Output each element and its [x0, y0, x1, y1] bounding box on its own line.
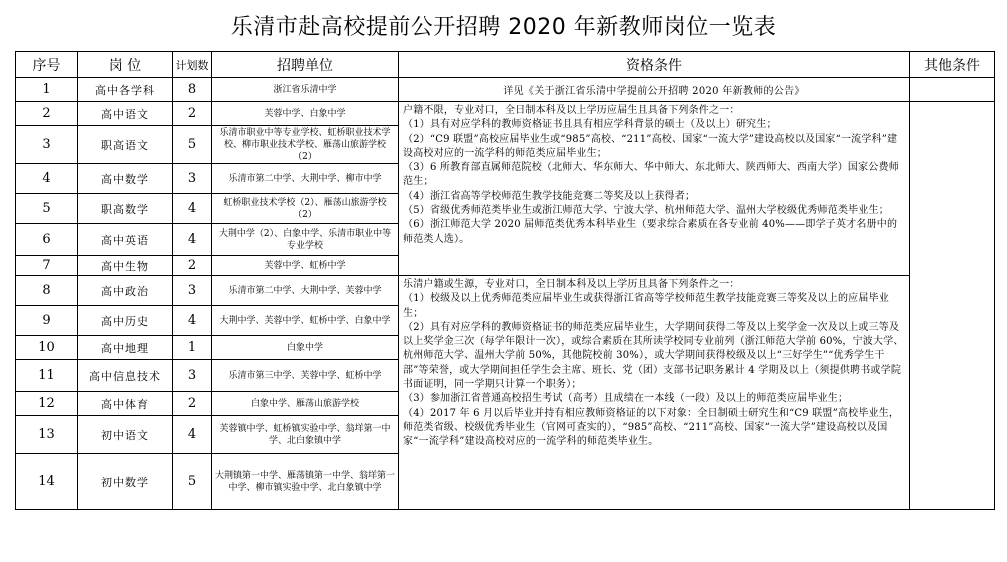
- row-seq: 3: [16, 126, 78, 164]
- row-seq: 4: [16, 164, 78, 194]
- row-unit: 乐清市第二中学、大荆中学、柳市中学: [212, 164, 399, 194]
- other-cell: [910, 102, 995, 510]
- row-seq: 11: [16, 360, 78, 392]
- qual-a-line: （1）具有对应学科的教师资格证书且具有相应学科背景的硕士（及以上）研究生；: [403, 119, 777, 131]
- row-position: 高中生物: [78, 256, 173, 276]
- header-seq: 序号: [16, 52, 78, 78]
- header-unit: 招聘单位: [212, 52, 399, 78]
- row-count: 4: [173, 306, 212, 336]
- qual-b-line: （4）2017 年 6 月以后毕业并持有相应教师资格证的以下对象：全日制硕士研究生和“C9 联盟”高校毕业生，师范类省级、校级优秀毕业生（官网可查实的），“985”高校、“211”高校、国家“一流大学”建设高校以及国家“一流学科”建设高校对应的一流学科的师范类毕业生。: [403, 407, 900, 448]
- qual-a-line: （5）省级优秀师范类毕业生或浙江师范大学、宁波大学、杭州师范大学、温州大学校级优秀师范类毕业生；: [403, 205, 889, 217]
- qual-b-line: （1）校级及以上优秀师范类应届毕业生或获得浙江省高等学校师范生教学技能竞赛三等奖及以上的应届毕业生；: [403, 293, 889, 319]
- row-position: 初中数学: [78, 454, 173, 510]
- row-unit: 虹桥职业技术学校（2）、雁荡山旅游学校（2）: [212, 194, 399, 224]
- qual-a-line: （2）“C9 联盟”高校应届毕业生或“985”高校、“211”高校、国家“一流大学”建设高校以及国家“一流学科”建设高校对应的一流学科的师范类应届毕业生；: [403, 133, 898, 159]
- row-unit: 大荆镇第一中学、雁荡镇第一中学、翁垟第一中学、柳市镇实验中学、北白象镇中学: [212, 454, 399, 510]
- row-count: 4: [173, 416, 212, 454]
- row-count: 2: [173, 256, 212, 276]
- row-position: 初中语文: [78, 416, 173, 454]
- row-unit: 白象中学、雁荡山旅游学校: [212, 392, 399, 416]
- row-seq: 9: [16, 306, 78, 336]
- qual-block-a: [399, 102, 910, 276]
- recruitment-table: [15, 51, 995, 510]
- row-unit: 芙蓉镇中学、虹桥镇实验中学、翁垟第一中学、北白象镇中学: [212, 416, 399, 454]
- qual-a-line: （4）浙江省高等学校师范生教学技能竞赛二等奖及以上获得者；: [403, 190, 696, 202]
- other-cell: [910, 78, 995, 102]
- row-count: 3: [173, 276, 212, 306]
- row-count: 3: [173, 360, 212, 392]
- row-position: 职高数学: [78, 194, 173, 224]
- row-unit: 白象中学: [212, 336, 399, 360]
- header-count: 计划数: [173, 52, 212, 78]
- row-unit: 芙蓉中学、虹桥中学: [212, 256, 399, 276]
- table-row: [16, 276, 995, 306]
- row-unit: 大荆中学、芙蓉中学、虹桥中学、白象中学: [212, 306, 399, 336]
- row-count: 3: [173, 164, 212, 194]
- row-unit: 芙蓉中学、白象中学: [212, 102, 399, 126]
- header-qual: 资格条件: [399, 52, 910, 78]
- qual-b-line: 乐清户籍或生源，专业对口，全日制本科及以上学历且具备下列条件之一：: [403, 279, 740, 290]
- row-seq: 2: [16, 102, 78, 126]
- row-position: 高中体育: [78, 392, 173, 416]
- header-position: 岗 位: [78, 52, 173, 78]
- table-row: [16, 78, 995, 102]
- row-position: 职高语文: [78, 126, 173, 164]
- table-row: [16, 102, 995, 126]
- row-seq: 10: [16, 336, 78, 360]
- row-seq: 14: [16, 454, 78, 510]
- row-seq: 1: [16, 78, 78, 102]
- qual-block-b: [399, 276, 910, 510]
- row-seq: 5: [16, 194, 78, 224]
- row-position: 高中数学: [78, 164, 173, 194]
- row-position: 高中语文: [78, 102, 173, 126]
- row-count: 2: [173, 392, 212, 416]
- row-unit: 大荆中学（2）、白象中学、乐清市职业中等专业学校: [212, 224, 399, 256]
- qual-a-line: （3）6 所教育部直属师范院校（北师大、华东师大、华中师大、东北师大、陕西师大、西南大学）国家公费师范生；: [403, 162, 899, 188]
- header-other: 其他条件: [910, 52, 995, 78]
- row-count: 4: [173, 224, 212, 256]
- row-count: 5: [173, 126, 212, 164]
- row-position: 高中各学科: [78, 78, 173, 102]
- row-position: 高中信息技术: [78, 360, 173, 392]
- row-seq: 6: [16, 224, 78, 256]
- qual-b-line: （3）参加浙江省普通高校招生考试（高考）且成绩在一本线（一段）及以上的师范类应届毕业生；: [403, 393, 849, 405]
- row-unit: 乐清市第二中学、大荆中学、芙蓉中学: [212, 276, 399, 306]
- qual-a-line: （6）浙江师范大学 2020 届师范类优秀本科毕业生（要求综合素质在各专业前 40%——即学子英才名册中的师范类人选）。: [403, 219, 898, 245]
- row-count: 5: [173, 454, 212, 510]
- qual-a-line: 户籍不限，专业对口，全日制本科及以上学历应届生且具备下列条件之一：: [403, 105, 740, 116]
- row-position: 高中英语: [78, 224, 173, 256]
- row-count: 8: [173, 78, 212, 102]
- qual-b-line: （2）具有对应学科的教师资格证书的师范类应届毕业生，大学期间获得二等及以上奖学金一次及以上或三等及以上奖学金三次（每学年限计一次），或综合素质在其所读学校同专业前列（浙江师范大学前 60%，宁波大学、杭州师范大学、温州大学前 50%，其他院校前 30%），或大学期间获得校级及以上“三好学生”“优秀学生干部”等荣誉，或大学期间担任学生会主席、班长、党（团）支部书记职务累计 4 学期及以上（须提供聘书或学院书面证明，同一学期只计算一个职务）；: [403, 321, 904, 391]
- row-count: 2: [173, 102, 212, 126]
- table-header-row: [16, 52, 995, 78]
- row-position: 高中地理: [78, 336, 173, 360]
- row-seq: 8: [16, 276, 78, 306]
- row-unit: 乐清市职业中等专业学校、虹桥职业技术学校、柳市职业技术学校、雁荡山旅游学校（2）: [212, 126, 399, 164]
- page-title: 乐清市赴高校提前公开招聘 2020 年新教师岗位一览表: [230, 15, 777, 40]
- row-position: 高中政治: [78, 276, 173, 306]
- row-seq: 7: [16, 256, 78, 276]
- row-count: 4: [173, 194, 212, 224]
- row-count: 1: [173, 336, 212, 360]
- row-unit: 浙江省乐清中学: [212, 78, 399, 102]
- row-position: 高中历史: [78, 306, 173, 336]
- row-seq: 12: [16, 392, 78, 416]
- row-seq: 13: [16, 416, 78, 454]
- qual-row1: 详见《关于浙江省乐清中学提前公开招聘 2020 年新教师的公告》: [399, 78, 910, 102]
- row-unit: 乐清市第三中学、芙蓉中学、虹桥中学: [212, 360, 399, 392]
